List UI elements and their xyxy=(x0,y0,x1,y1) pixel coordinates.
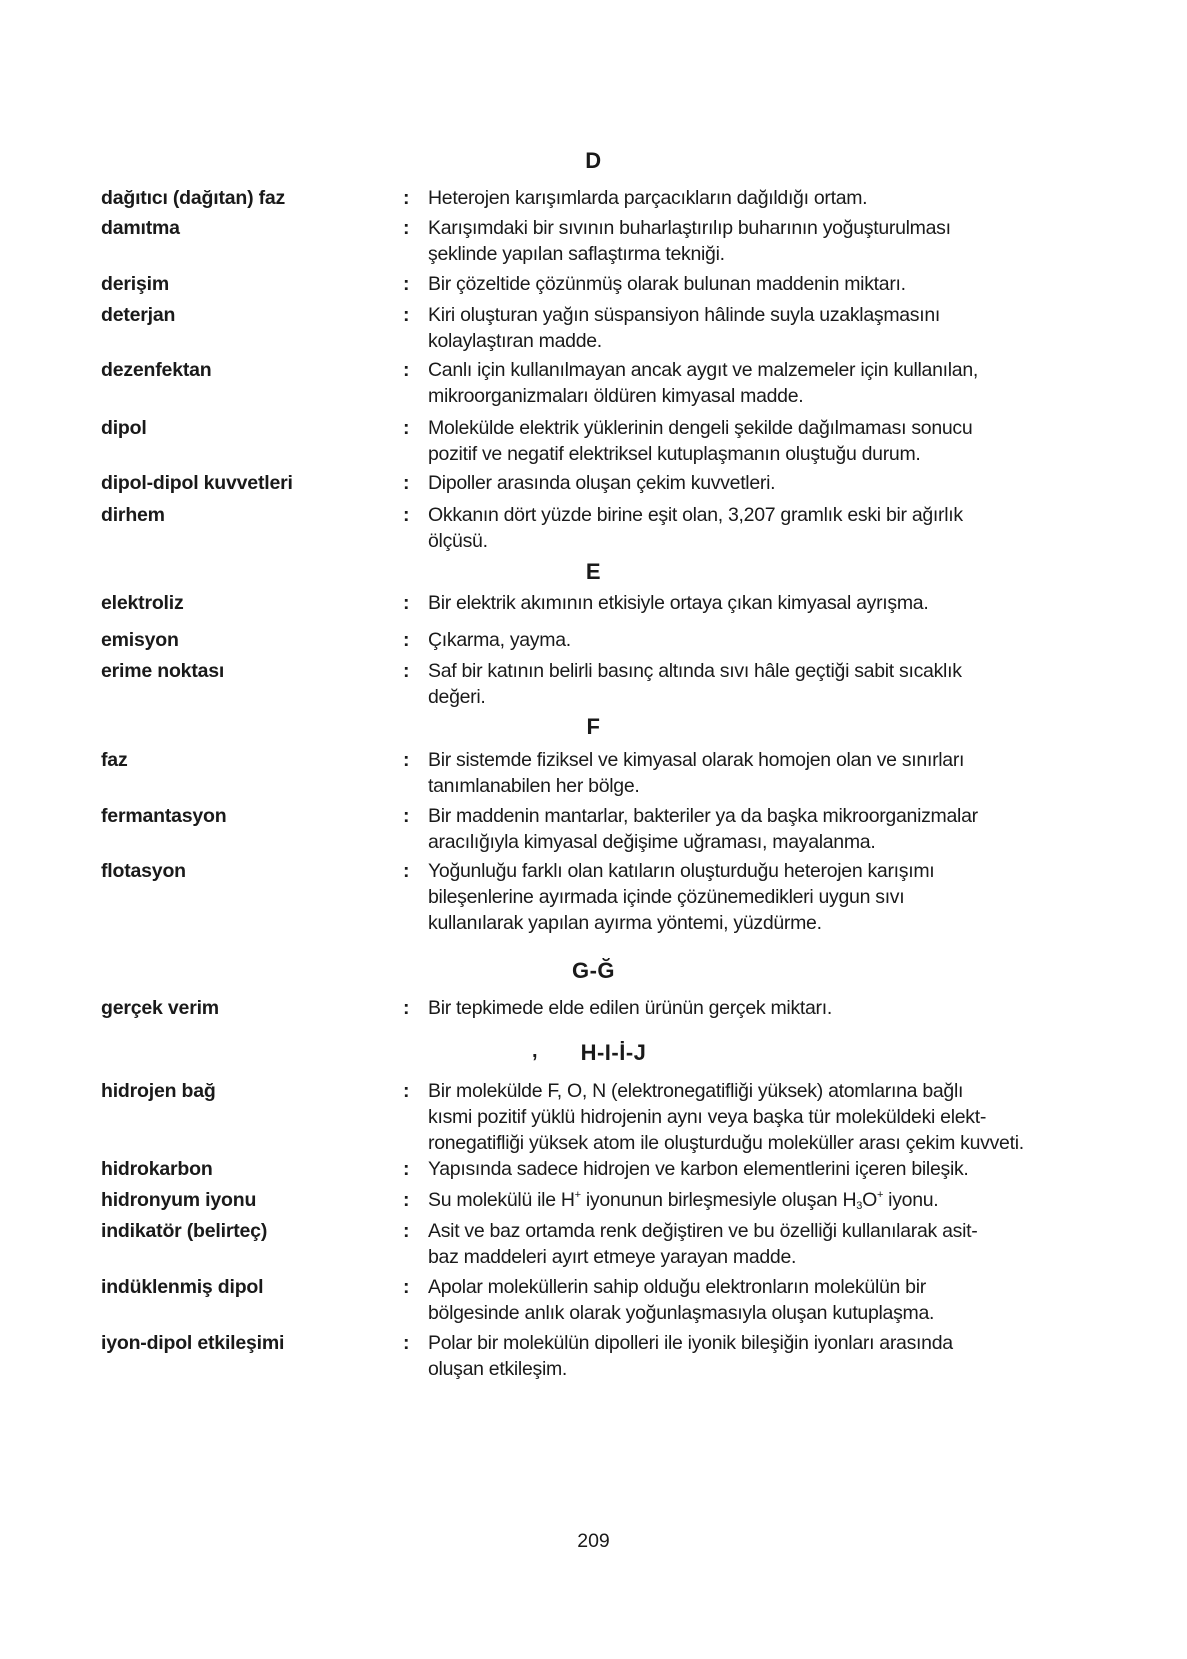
separator: : xyxy=(403,359,410,381)
term: derişim xyxy=(101,273,169,295)
term: elektroliz xyxy=(101,592,184,614)
definition: Karışımdaki bir sıvının buharlaştırılıp buharının yoğuşturulması şeklinde yapılan saflaştırma tekniği. xyxy=(428,217,951,265)
section-heading-f: F xyxy=(586,714,601,739)
separator: : xyxy=(403,1158,410,1180)
separator: : xyxy=(403,592,410,614)
term: indikatör (belirteç) xyxy=(101,1220,268,1242)
stray-comma-mark: , xyxy=(532,1040,538,1062)
separator: : xyxy=(403,217,410,239)
definition: Bir maddenin mantarlar, bakteriler ya da başka mikroorganizmalar aracılığıyla kimyasal değişime uğraması, mayalanma. xyxy=(428,805,978,853)
term: hidrokarbon xyxy=(101,1158,213,1180)
section-heading-e: E xyxy=(585,559,602,584)
separator: : xyxy=(403,805,410,827)
separator: : xyxy=(403,1080,410,1102)
definition: Okkanın dört yüzde birine eşit olan, 3,207 gramlık eski bir ağırlık ölçüsü. xyxy=(428,504,963,552)
separator: : xyxy=(403,749,410,771)
separator: : xyxy=(403,417,410,439)
term: fermantasyon xyxy=(101,805,227,827)
separator: : xyxy=(403,1276,410,1298)
definition: Çıkarma, yayma. xyxy=(428,629,571,651)
section-heading-d: D xyxy=(585,148,602,173)
definition: Kiri oluşturan yağın süspansiyon hâlinde suyla uzaklaşmasını kolaylaştıran madde. xyxy=(428,304,941,352)
separator: : xyxy=(403,860,410,882)
separator: : xyxy=(403,1220,410,1242)
term: flotasyon xyxy=(101,860,186,882)
separator: : xyxy=(403,997,410,1019)
definition: Dipoller arasında oluşan çekim kuvvetleri. xyxy=(428,472,776,494)
separator: : xyxy=(403,660,410,682)
term: dipol xyxy=(101,417,147,439)
separator: : xyxy=(403,1189,410,1211)
definition: Molekülde elektrik yüklerinin dengeli şekilde dağılmaması sonucu pozitif ve negatif elektriksel kutuplaşmanın oluştuğu durum. xyxy=(428,417,973,465)
section-heading-h: H-I-İ-J xyxy=(580,1040,647,1065)
separator: : xyxy=(403,629,410,651)
definition: Yoğunluğu farklı olan katıların oluşturduğu heterojen karışımı bileşenlerine ayırmada içinde çözünemedikleri uygun sıvı kullanılarak yapılan ayırma yöntemi, yüzdürme. xyxy=(428,860,935,934)
definition: Bir molekülde F, O, N (elektronegatifliği yüksek) atomlarına bağlı kısmi pozitif yüklü hidrojenin aynı veya başka tür moleküldeki elekt- ronegatifliği yüksek atom ile oluşturduğu moleküller arası çekim kuvveti. xyxy=(428,1080,1024,1154)
term: dipol-dipol kuvvetleri xyxy=(101,472,293,494)
separator: : xyxy=(403,273,410,295)
separator: : xyxy=(403,1332,410,1354)
definition: Su molekülü ile H+ iyonunun birleşmesiyle oluşan $H_3O^+$ iyonu. xyxy=(428,1189,939,1212)
term: gerçek verim xyxy=(101,997,219,1019)
term: hidronyum iyonu xyxy=(101,1189,257,1211)
term: iyon-dipol etkileşimi xyxy=(101,1332,285,1354)
term: dezenfektan xyxy=(101,359,212,381)
term: emisyon xyxy=(101,629,179,651)
definition: Bir tepkimede elde edilen ürünün gerçek miktarı. xyxy=(428,997,832,1019)
term: faz xyxy=(101,749,128,771)
separator: : xyxy=(403,187,410,209)
separator: : xyxy=(403,472,410,494)
term: deterjan xyxy=(101,304,176,326)
definition: Saf bir katının belirli basınç altında sıvı hâle geçtiği sabit sıcaklık değeri. xyxy=(428,660,962,708)
term: indüklenmiş dipol xyxy=(101,1276,264,1298)
definition: Asit ve baz ortamda renk değiştiren ve bu özelliği kullanılarak asit- baz maddeleri ayırt etmeye yarayan madde. xyxy=(428,1220,978,1268)
definition: Polar bir molekülün dipolleri ile iyonik bileşiğin iyonları arasında oluşan etkileşim. xyxy=(428,1332,953,1380)
definition: Heterojen karışımlarda parçacıkların dağıldığı ortam. xyxy=(428,187,868,209)
definition: Bir çözeltide çözünmüş olarak bulunan maddenin miktarı. xyxy=(428,273,906,295)
definition: Yapısında sadece hidrojen ve karbon elementlerini içeren bileşik. xyxy=(428,1158,969,1180)
definition: Apolar moleküllerin sahip olduğu elektronların molekülün bir bölgesinde anlık olarak yoğunlaşmasıyla oluşan kutuplaşma. xyxy=(428,1276,935,1324)
term: damıtma xyxy=(101,217,180,239)
term: dirhem xyxy=(101,504,165,526)
term: erime noktası xyxy=(101,660,225,682)
page-number: 209 xyxy=(577,1530,610,1552)
term: dağıtıcı (dağıtan) faz xyxy=(101,187,286,209)
separator: : xyxy=(403,304,410,326)
definition: Bir elektrik akımının etkisiyle ortaya çıkan kimyasal ayrışma. xyxy=(428,592,929,614)
definition: Bir sistemde fiziksel ve kimyasal olarak homojen olan ve sınırları tanımlanabilen her bölge. xyxy=(428,749,965,797)
term: hidrojen bağ xyxy=(101,1080,216,1102)
definition: Canlı için kullanılmayan ancak aygıt ve malzemeler için kullanılan, mikroorganizmaları öldüren kimyasal madde. xyxy=(428,359,978,407)
section-heading-g: G-Ğ xyxy=(571,958,616,983)
separator: : xyxy=(403,504,410,526)
